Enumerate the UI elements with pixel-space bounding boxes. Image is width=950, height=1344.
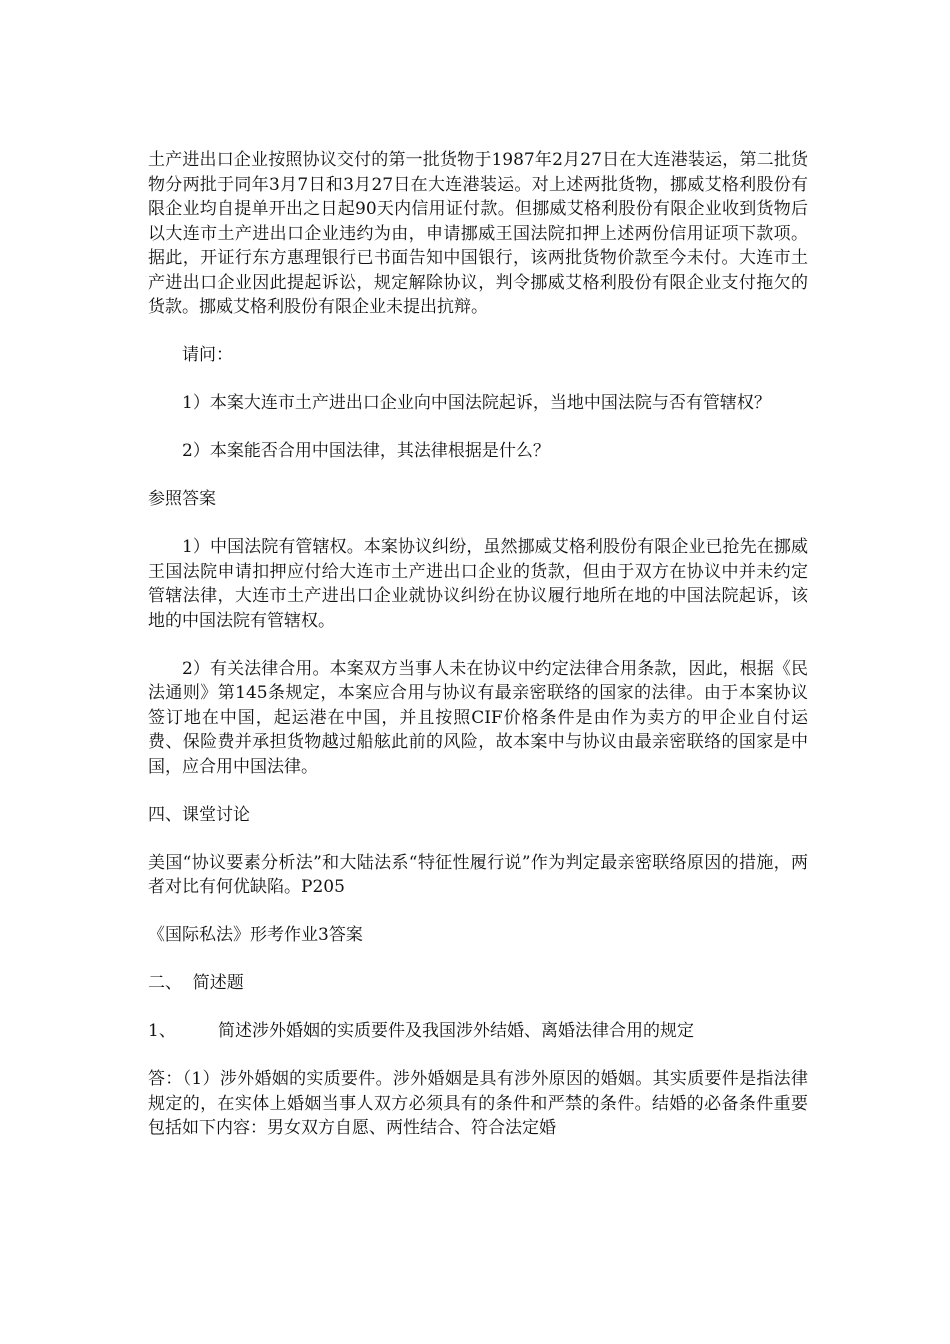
question-2: 2）本案能否合用中国法律，其法律根据是什么？ <box>182 441 550 461</box>
answer-1: 1）中国法院有管辖权。本案协议纠纷，虽然挪威艾格利股份有限企业已抢先在挪威王国法院申请扣押应付给大连市土产进出口企业的货款，但由于双方在协议中并未约定管辖法律，大连市土产进出口企业就协议纠纷在协议履行地所在地的中国法院起诉，该地的中国法院有管辖权。 <box>148 537 808 631</box>
essay-question-1-text: 简述涉外婚姻的实质要件及我国涉外结婚、离婚法律合用的规定 <box>218 1021 694 1041</box>
case-facts-paragraph: 土产进出口企业按照协议交付的第一批货物于1987年2月27日在大连港装运，第二批货物分两批于同年3月7日和3月27日在大连港装运。对上述两批货物，挪威艾格利股份有限企业均自提单开出之日起90天内信用证付款。但挪威艾格利股份有限企业收到货物后以大连市土产进出口企业违约为由，申请挪威王国法院扣押上述两份信用证项下款项。据此，开证行东方惠理银行已书面告知中国银行，该两批货物价款至今未付。大连市土产进出口企业因此提起诉讼，规定解除协议，判令挪威艾格利股份有限企业支付拖欠的货款。挪威艾格利股份有限企业未提出抗辩。 <box>148 150 808 317</box>
essay-question-1 <box>148 1019 808 1044</box>
discussion-text: 美国“协议要素分析法”和大陆法系“特征性履行说”作为判定最亲密联络原因的措施，两者对比有何优缺陷。P205 <box>148 852 808 897</box>
question-1: 1）本案大连市土产进出口企业向中国法院起诉，当地中国法院与否有管辖权？ <box>182 393 771 413</box>
document-page <box>148 148 808 1141</box>
question-heading: 请问： <box>182 345 233 365</box>
answer-2: 2）有关法律合用。本案双方当事人未在协议中约定法律合用条款，因此，根据《民法通则》第145条规定，本案应合用与协议有最亲密联络的国家的法律。由于本案协议签订地在中国，起运港在中国，并且按照CIF价格条件是由作为卖方的甲企业自付运费、保险费并承担货物越过船舷此前的风险，故本案中与协议由最亲密联络的国家是中国，应合用中国法律。 <box>148 658 808 777</box>
assignment-title: 《国际私法》形考作业3答案 <box>148 925 363 945</box>
essay-answer-1: 答：（1）涉外婚姻的实质要件。涉外婚姻是具有涉外原因的婚姻。其实质要件是指法律规定的，在实体上婚姻当事人双方必须具有的条件和严禁的条件。结婚的必备条件重要包括如下内容：男女双方自愿、两性结合、符合法定婚 <box>148 1069 808 1138</box>
answer-heading: 参照答案 <box>148 489 216 509</box>
section-2-heading: 二、 简述题 <box>148 973 244 993</box>
section-4-heading: 四、课堂讨论 <box>148 804 250 825</box>
essay-question-1-number: 1、 <box>148 1021 176 1041</box>
